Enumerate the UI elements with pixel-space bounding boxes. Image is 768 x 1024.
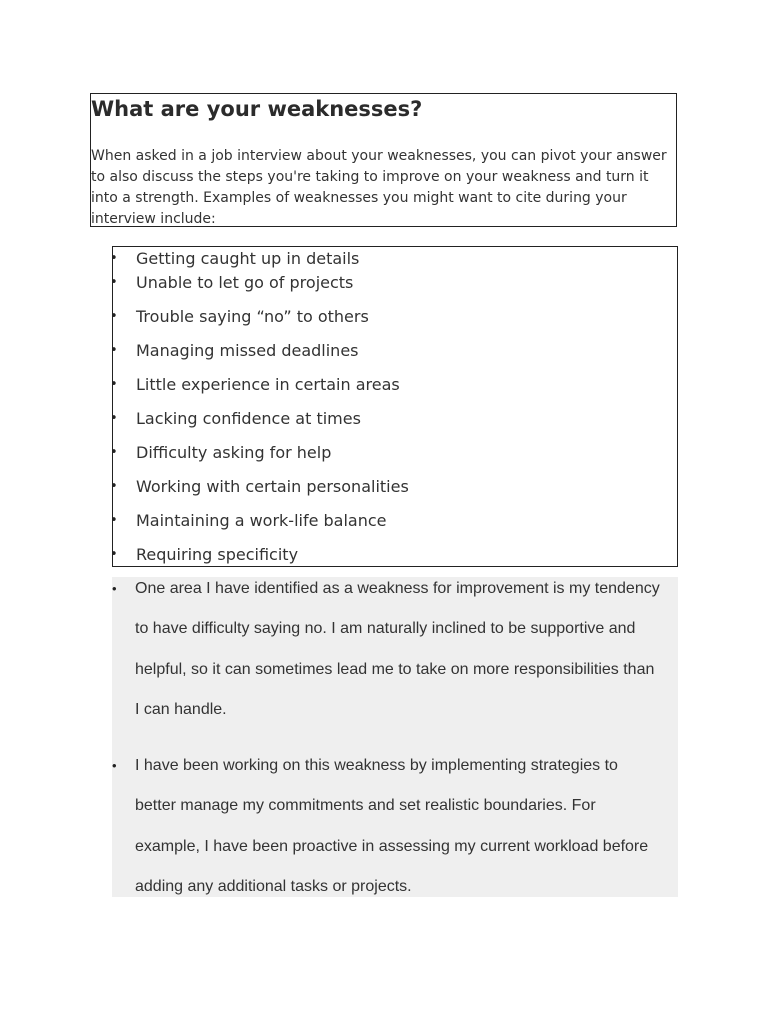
sample-answer-text: I have been working on this weakness by implementing strategies to better manage my commitments and set realistic boundaries. For example, I have been proactive in assessing my current workload before adding any additional tasks or projects. bbox=[135, 757, 649, 895]
list-item-label: Working with certain personalities bbox=[136, 477, 409, 496]
weakness-list-box bbox=[112, 246, 678, 567]
list-item bbox=[112, 746, 652, 907]
bullet: • bbox=[112, 581, 117, 596]
bullet: • bbox=[112, 758, 117, 773]
page-title: What are your weaknesses? bbox=[91, 97, 423, 121]
bullet: • bbox=[110, 445, 118, 460]
sample-answer-panel bbox=[112, 577, 678, 897]
bullet: • bbox=[110, 377, 118, 392]
bullet: • bbox=[110, 309, 118, 324]
bullet: • bbox=[110, 479, 118, 494]
list-item-label: Unable to let go of projects bbox=[136, 273, 354, 292]
bullet: • bbox=[110, 513, 118, 528]
sample-answer-text: One area I have identified as a weakness for improvement is my tendency to have difficulty saying no. I am naturally inclined to be supportive and helpful, so it can sometimes lead me to take on more responsibilities than I can handle. bbox=[135, 580, 660, 718]
list-item-label: Trouble saying “no” to others bbox=[136, 307, 369, 326]
bullet: • bbox=[110, 343, 118, 358]
intro-box bbox=[90, 93, 677, 227]
list-item-label: Maintaining a work-life balance bbox=[136, 511, 387, 530]
bullet: • bbox=[110, 547, 118, 562]
list-item-label: Managing missed deadlines bbox=[136, 341, 359, 360]
list-item bbox=[112, 569, 660, 730]
list-item-label: Lacking confidence at times bbox=[136, 409, 361, 428]
intro-paragraph: When asked in a job interview about your weaknesses, you can pivot your answer to also discuss the steps you're taking to improve on your weakness and turn it into a strength. Examples of weaknesses you might want to cite during your interview include: bbox=[91, 148, 667, 227]
bullet: • bbox=[110, 411, 118, 426]
bullet: • bbox=[110, 275, 118, 290]
bullet: • bbox=[110, 251, 118, 266]
list-item-label: Little experience in certain areas bbox=[136, 375, 400, 394]
list-item-label: Difficulty asking for help bbox=[136, 443, 332, 462]
list-item-label: Requiring specificity bbox=[136, 545, 299, 564]
list-item-label: Getting caught up in details bbox=[136, 249, 360, 268]
